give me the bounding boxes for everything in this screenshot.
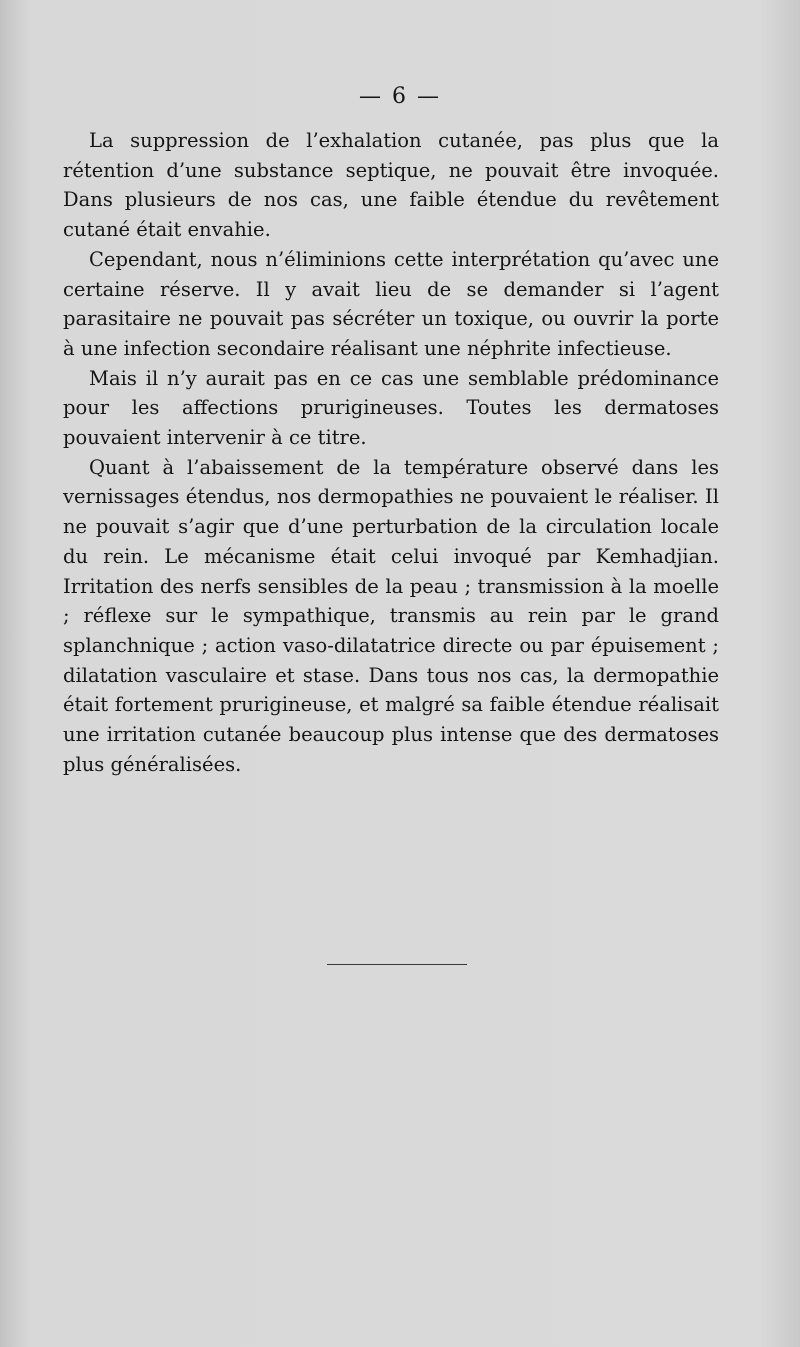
section-divider xyxy=(327,964,467,965)
paragraph: Quant à l’abaissement de la température observé dans les vernissages étendus, nos dermopathies ne pouvaient le réaliser. Il ne pouvait s’agir que d’une perturbation de la circulation locale du rein. Le mécanisme était celui invoqué par Kemhadjian. Irritation des nerfs sensibles de la peau ; transmission à la moelle ; réflexe sur le sympathique, transmis au rein par le grand splanchnique ; action vaso-dilatatrice directe ou par épuisement ; dilatation vasculaire et stase. Dans tous nos cas, la dermopathie était fortement prurigineuse, et malgré sa faible étendue réalisait une irritation cutanée beaucoup plus intense que des dermatoses plus généralisées. xyxy=(63,455,719,776)
paragraph: Mais il n’y aurait pas en ce cas une semblable prédominance pour les affections prurigineuses. Toutes les dermatoses pouvaient intervenir à ce titre. xyxy=(63,366,719,450)
paragraph: La suppression de l’exhalation cutanée, pas plus que la rétention d’une substance septique, ne pouvait être invoquée. Dans plusieurs de nos cas, une faible étendue du revêtement cutané était envahie. xyxy=(63,129,719,242)
page-number: — 6 — xyxy=(359,84,441,109)
body-text xyxy=(63,126,719,779)
paragraph: Cependant, nous n’éliminions cette interprétation qu’avec une certaine réserve. Il y avait lieu de se demander si l’agent parasitaire ne pouvait pas sécréter un toxique, ou ouvrir la porte à une infection secondaire réalisant une néphrite infectieuse. xyxy=(63,247,719,360)
